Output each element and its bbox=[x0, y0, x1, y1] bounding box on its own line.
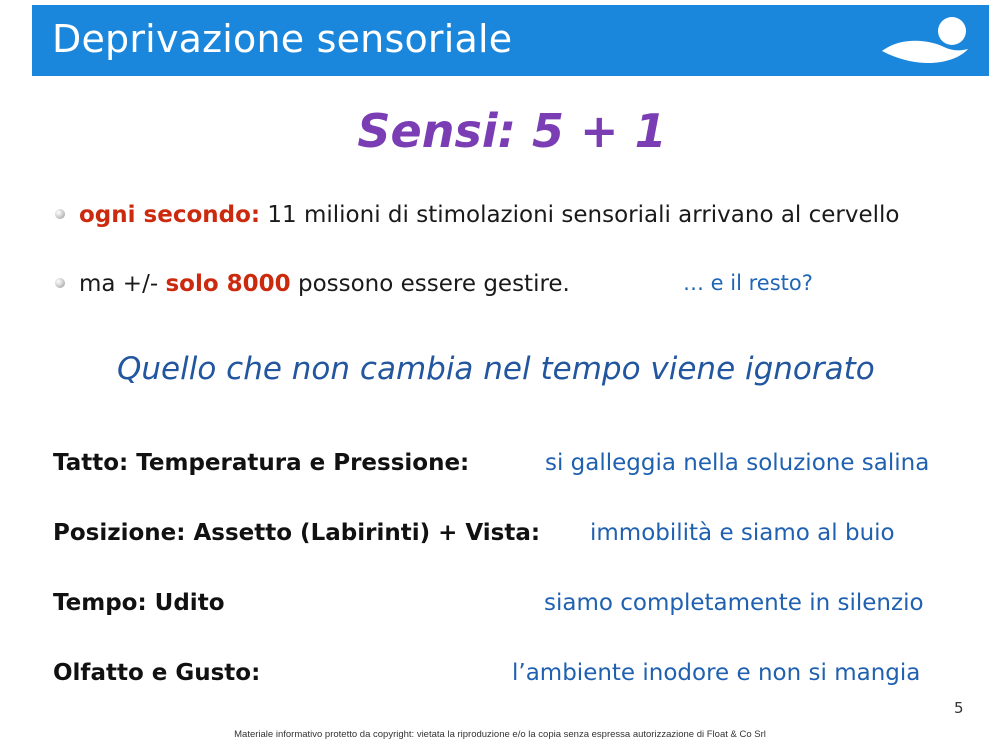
sense-value: immobilità e siamo al buio bbox=[590, 520, 895, 546]
main-title: Sensi: 5 + 1 bbox=[357, 104, 667, 158]
bullet-note: … e il resto? bbox=[683, 271, 813, 295]
bullet-dot-icon bbox=[55, 209, 65, 219]
quote: Quello che non cambia nel tempo viene ignorato bbox=[117, 351, 875, 387]
sense-label: Posizione: Assetto (Labirinti) + Vista: bbox=[53, 520, 541, 546]
sense-value: l’ambiente inodore e non si mangia bbox=[512, 660, 921, 686]
sense-value: si galleggia nella soluzione salina bbox=[545, 450, 930, 476]
slide-header bbox=[32, 5, 989, 76]
bullet-text: ma +/- bbox=[79, 271, 166, 297]
copyright-footer: Materiale informativo protetto da copyright: vietata la riproduzione e/o la copia senza espressa autorizzazione di Float & Co Srl bbox=[234, 729, 766, 740]
bullet-text: 11 milioni di stimolazioni sensoriali arrivano al cervello bbox=[260, 202, 900, 228]
bullet-item bbox=[55, 202, 900, 228]
bullet-text: possono essere gestire. bbox=[290, 271, 570, 297]
float-logo-icon bbox=[880, 13, 972, 69]
page-number: 5 bbox=[954, 699, 964, 717]
bullet-highlight: ogni secondo: bbox=[79, 202, 261, 228]
sense-label: Olfatto e Gusto: bbox=[53, 660, 261, 686]
bullet-item bbox=[55, 271, 570, 297]
bullet-highlight: solo 8000 bbox=[165, 271, 291, 297]
sense-label: Tatto: Temperatura e Pressione: bbox=[53, 450, 470, 476]
bullet-dot-icon bbox=[55, 278, 65, 288]
sense-label: Tempo: Udito bbox=[53, 590, 225, 616]
slide-header-title: Deprivazione sensoriale bbox=[52, 17, 513, 61]
sense-value: siamo completamente in silenzio bbox=[544, 590, 924, 616]
